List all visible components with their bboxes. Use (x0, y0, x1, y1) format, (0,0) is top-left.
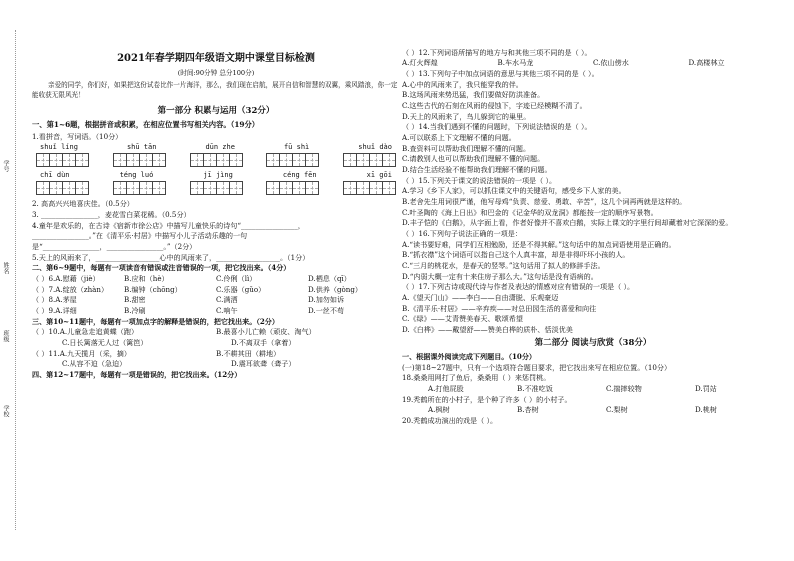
q1-label: 1.看拼音，写词语。（10分） (32, 132, 123, 142)
writing-box[interactable] (343, 153, 396, 167)
pinyin: shuǐ líng (40, 143, 78, 152)
pinyin: céng fēn (282, 171, 317, 180)
question-4b: ________________。”在《清平乐·村居》中描写小儿子活动乐趣的一句 (32, 231, 248, 241)
margin-label-class: 班级 (2, 330, 9, 342)
option: B.查资料可以帮助我们理解不懂的问题。 (402, 143, 531, 153)
option: A.“读书要好难，同学们互相勉励，还是不得其解。”这句话中的加点词语使用是正确的。 (402, 239, 676, 249)
option: A.打他屁股 (428, 384, 464, 394)
exam-title: 2021年春学期四年级语文期中课堂目标检测 (117, 53, 315, 64)
left-column (32, 40, 400, 381)
writing-box[interactable] (113, 153, 166, 167)
option: A.灯火辉煌 (402, 58, 438, 68)
option: B.不准吃饭 (517, 384, 553, 394)
question-10 (32, 327, 400, 336)
option: D.罚站 (695, 384, 717, 394)
pinyin: shū tān (126, 143, 157, 152)
option: D.丰子恺的《白鹅》，从字面上看，作者好像并不喜欢白鹅，实际上课文的字里行间却藏着对它深深的爱。 (402, 218, 733, 228)
writing-grid-row-1 (36, 153, 396, 167)
option: （ ）7.A.绽放（zhàn） (32, 284, 109, 294)
section1-heading: 一、第1~6题，根据拼音或积累，在相应位置书写相关内容。（19分） (32, 119, 260, 129)
option: C.伶俐（lì） (216, 273, 257, 283)
exam-time: (时间:90分钟 总分100分) (177, 68, 255, 77)
part1-title: 第一部分 积累与运用（32分） (157, 106, 275, 117)
question-18: 18.桑桑用网打了鱼后，桑桑用（ ）来惩罚桃。 (402, 373, 551, 383)
pinyin: fū shì (283, 143, 310, 152)
writing-box[interactable] (266, 181, 319, 195)
option: B.杏树 (517, 405, 539, 415)
writing-box[interactable] (36, 181, 89, 195)
question-4c: 是“________________，________________。”（2分） (32, 241, 197, 251)
option: C.乐器（gǔo） (216, 284, 266, 294)
option: C.依山傍水 (593, 58, 629, 68)
part2-title: 第二部分 阅读与欣赏（38分） (534, 338, 652, 349)
pinyin: shuǐ dào (358, 143, 392, 152)
option: C.揣摔较物 (606, 384, 642, 394)
writing-box[interactable] (266, 153, 319, 167)
question-15: （ ）15.下列关于课文的说法错误的一项是（ ）。 (402, 175, 557, 185)
question-14: （ ）14.当我们遇到不懂的问题时，下列说法错误的是（ ）。 (402, 122, 592, 132)
option: （ ）9.A.详细 (32, 305, 77, 315)
binding-dotted-line (15, 30, 16, 530)
option: C.这些古代的石刻在风雨的侵蚀下，字迹已经模糊不清了。 (402, 100, 587, 110)
section3-heading: 三、第10~11题中，每题有一项加点字的解释是错误的，把它找出来。（2分） (32, 316, 279, 326)
writing-box[interactable] (190, 153, 243, 167)
question-13: （ ）13.下列句子中加点词语的意思与其他三项不同的是（ ）。 (402, 68, 599, 78)
writing-grid-row-2 (36, 181, 396, 195)
option: B.《清平乐·村居》——辛弃疾——对总田园生活的喜爱和向往 (402, 303, 597, 313)
pinyin: chī dùn (40, 171, 70, 180)
right-column (402, 46, 784, 427)
question-7 (32, 285, 400, 294)
option: C.请教别人也可以帮助我们理解不懂的问题。 (402, 154, 545, 164)
option: C.“三月的桃花水，是春天的竖琴。”这句话用了拟人的修辞手法。 (402, 261, 605, 271)
option: B.“抓衣襟”这个词语可以指自己这个人真丰富，却是非得吓坏小孩的人。 (402, 250, 630, 260)
binding-margin (0, 0, 30, 561)
option: D.《白桦》——戴望舒——赞美白桦的质朴、恬淡优美 (402, 325, 573, 335)
option: （ ）6.A.慰藉（jiè） (32, 273, 100, 283)
option: D.不离双手（拿着） (231, 337, 296, 347)
question-11 (32, 349, 400, 358)
option: D.加勿如诉 (308, 295, 345, 305)
question-19: 19.秃鹤所在的小村子，是个种了许多（ ）的小村子。 (402, 394, 572, 404)
option: B.不耕其田（耕地） (216, 348, 281, 358)
question-17: （ ）17.下列古诗或现代诗与作者及表达的情感对应有错误的一项是（ ）。 (402, 282, 635, 292)
option: D.供养（gòng） (308, 284, 362, 294)
section5-subheading: (一)第18~27题中，只有一个选项符合题目要求，把它找出来写在相应位置。（10分） (402, 362, 672, 372)
option: A.《望天门山》——李白——自由潇脱、乐观豪迈 (402, 293, 559, 303)
pinyin-row-1 (40, 143, 392, 152)
option: B.这场风雨来势迅猛，我们要做好防洪准备。 (402, 90, 545, 100)
exam-intro: 亲爱的同学，你们好，如果把这份试卷比作一片海洋，那么，我们现在启航，展开自信和智慧的双翼，乘风踏浪，你一定能收获无限风光！ (32, 81, 398, 100)
question-9 (32, 306, 400, 315)
writing-box[interactable] (343, 181, 396, 195)
option: B.最喜小儿亡赖（顽皮、淘气） (216, 327, 316, 337)
option: C.梨树 (606, 405, 628, 415)
margin-label-school: 学校 (2, 405, 9, 417)
section2-heading: 二、第6~9题中，每题有一项读音有错误或注音错误的一项，把它找出来。（4分） (32, 263, 291, 273)
question-11-cd (32, 359, 400, 368)
option: B.冷刷 (124, 305, 146, 315)
option: C.日长篱落无人过（篱笆） (62, 337, 148, 347)
option: A.学习《乡下人家》，可以抓住课文中的关键语句，感受乡下人家的美。 (402, 186, 626, 196)
pinyin: dūn zhe (205, 143, 235, 152)
option: D.桃树 (695, 405, 717, 415)
question-12-options (402, 58, 784, 67)
option: A.枫树 (428, 405, 450, 415)
question-2: 2. 高高兴兴地喜庆佳。（0.5分） (32, 199, 134, 209)
option: D.“内弱大概一定有十来住房子那么大。”这句话是没有语病的。 (402, 271, 598, 281)
option: D.一丝不苟 (308, 305, 345, 315)
question-20: 20.秃鹤成功演出的戏是（ ）。 (402, 416, 498, 426)
question-3: 3. ________________，麦花雪白菜花稀。（0.5分） (32, 209, 191, 219)
option: B.车水马龙 (497, 58, 534, 68)
option: C.《绿》——艾青赞美春天、歌颂希望 (402, 314, 523, 324)
pinyin-row-2 (40, 171, 392, 180)
question-16: （ ）16.下列句子说法正确的一项是： (402, 229, 522, 239)
question-8 (32, 295, 400, 304)
question-5: 5.天上的风雨来了，__________________心中的风雨来了，__________________。（1分） (32, 252, 310, 262)
option: D.震耳欲聋（聋子） (231, 359, 296, 369)
question-18-options (402, 384, 784, 393)
question-4a: 4.童年是欢乐的，在古诗《宿新市徐公店》中描写儿童快乐的诗句“________________， (32, 220, 305, 230)
option: C.从容不迫（急迫） (62, 359, 127, 369)
question-6 (32, 274, 400, 283)
writing-box[interactable] (36, 153, 89, 167)
option: C.满洒 (216, 295, 238, 305)
option: （ ）11.A.九天揽月（采，摘） (32, 348, 131, 358)
writing-box[interactable] (190, 181, 243, 195)
option: D.天上的风雨来了，鸟儿躲到它的巢里。 (402, 111, 531, 121)
margin-label-student-id: 学号 (2, 160, 9, 172)
option: D.栖息（qī） (308, 273, 351, 283)
option: B.应和（hè） (124, 273, 169, 283)
question-19-options (402, 405, 784, 414)
option: A.心中的风雨来了，我只能穿我的伴。 (402, 79, 523, 89)
pinyin: téng luó (119, 171, 154, 180)
option: B.编钟（chōng） (124, 284, 182, 294)
section4-heading: 四、第12~17题中，每题有一项是错误的，把它找出来。（12分） (32, 369, 242, 379)
pinyin: xī gōi (366, 171, 392, 180)
option: B.老舍先生用词很严谨，他写母鸡“负责、慈爱、勇敢、辛苦”，这几个词再两就是这样的。 (402, 197, 687, 206)
option: （ ）10.A.儿童急走追黄蝶（跑） (32, 327, 139, 337)
pinyin: jī jìng (203, 171, 233, 180)
section5-heading: 一、根据课外阅读完成下列题目。（10分） (402, 352, 537, 362)
question-10-cd (32, 338, 400, 347)
option: D.高楼林立 (688, 58, 725, 68)
option: A.可以联系上下文理解不懂的问题。 (402, 132, 516, 142)
option: C.响午 (216, 305, 238, 315)
writing-box[interactable] (113, 181, 166, 195)
option: C.叶圣陶的《海上日出》和巴金的《记金华的双龙洞》都能按一定的顺序写景物。 (402, 207, 658, 217)
question-12: （ ）12.下列词语所描写的地方与和其他三项不同的是（ ）。 (402, 47, 592, 57)
option: B.甜密 (124, 295, 146, 305)
option: （ ）8.A.茅屋 (32, 295, 77, 305)
margin-label-name: 姓名 (2, 262, 9, 274)
option: D.结合生活经验不能帮助我们理解不懂的问题。 (402, 164, 552, 174)
